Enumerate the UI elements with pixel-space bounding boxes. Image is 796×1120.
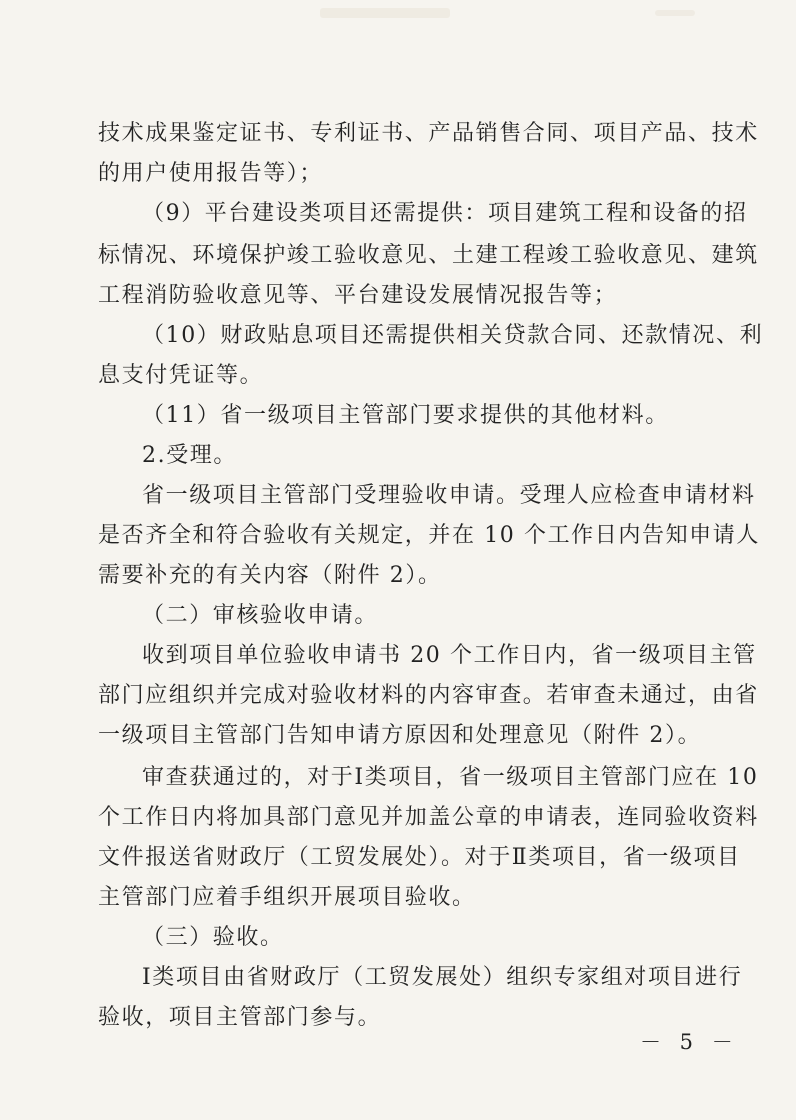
text-line-23: 验收，项目主管部门参与。 <box>98 1005 382 1030</box>
text-line-9: 2.受理。 <box>142 443 237 468</box>
text-line-19: 文件报送省财政厅（工贸发展处）。对于Ⅱ类项目，省一级项目 <box>98 845 741 870</box>
corner-mark <box>655 10 695 16</box>
text-line-12: 需要补充的有关内容（附件 2）。 <box>98 563 442 588</box>
text-line-17: 审查获通过的，对于Ⅰ类项目，省一级项目主管部门应在 10 <box>142 765 759 790</box>
text-line-7: 息支付凭证等。 <box>98 363 264 388</box>
text-line-16: 一级项目主管部门告知申请方原因和处理意见（附件 2）。 <box>98 723 702 748</box>
text-line-8: （11）省一级项目主管部门要求提供的其他材料。 <box>142 403 669 428</box>
text-line-4: 标情况、环境保护竣工验收意见、土建工程竣工验收意见、建筑 <box>98 243 759 268</box>
text-line-15: 部门应组织并完成对验收材料的内容审查。若审查未通过，由省 <box>98 683 759 708</box>
text-line-18: 个工作日内将加具部门意见并加盖公章的申请表，连同验收资料 <box>98 805 759 830</box>
text-line-22: Ⅰ类项目由省财政厅（工贸发展处）组织专家组对项目进行 <box>142 965 743 990</box>
text-line-11: 是否齐全和符合验收有关规定，并在 10 个工作日内告知申请人 <box>98 523 760 548</box>
text-line-10: 省一级项目主管部门受理验收申请。受理人应检查申请材料 <box>142 483 756 508</box>
text-line-14: 收到项目单位验收申请书 20 个工作日内，省一级项目主管 <box>142 643 757 668</box>
text-line-3: （9）平台建设类项目还需提供：项目建筑工程和设备的招 <box>142 201 748 226</box>
text-line-13: （二）审核验收申请。 <box>142 603 379 628</box>
text-line-1: 技术成果鉴定证书、专利证书、产品销售合同、项目产品、技术 <box>98 121 759 146</box>
text-line-5: 工程消防验收意见等、平台建设发展情况报告等； <box>98 283 618 308</box>
text-line-20: 主管部门应着手组织开展项目验收。 <box>98 885 476 910</box>
text-line-6: （10）财政贴息项目还需提供相关贷款合同、还款情况、利 <box>142 323 764 348</box>
text-line-2: 的用户使用报告等）； <box>98 161 324 186</box>
text-line-21: （三）验收。 <box>142 925 284 950</box>
top-watermark <box>320 8 450 18</box>
page-number: － 5 － <box>640 1030 739 1054</box>
